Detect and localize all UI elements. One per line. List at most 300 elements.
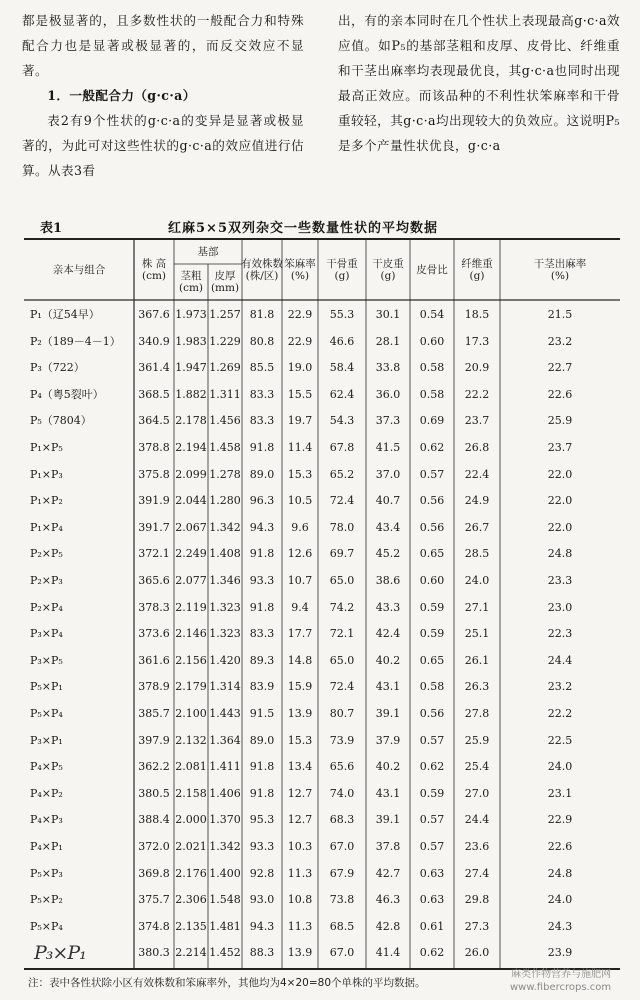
header-text: (g) — [380, 270, 396, 282]
header-stem — [174, 266, 208, 298]
header-parent — [24, 240, 134, 300]
table-cell: 22.0 — [547, 520, 573, 534]
table-cell: 67.0 — [329, 946, 355, 960]
row-label: P₅×P₄ — [30, 919, 63, 933]
table-cell: 397.9 — [138, 733, 170, 747]
table-cell: 2.067 — [175, 520, 207, 534]
table-cell: 22.5 — [547, 733, 573, 747]
paragraph: 1．一般配合力（g·c·a） — [47, 88, 196, 103]
table-cell: 2.044 — [175, 494, 207, 508]
table-cell: 55.3 — [329, 308, 355, 321]
table-cell: 10.8 — [287, 893, 313, 907]
table-cell: 15.5 — [287, 387, 313, 401]
table-cell: 0.58 — [419, 680, 445, 694]
table-cell: 13.4 — [287, 760, 313, 774]
table-cell: 2.132 — [175, 733, 207, 747]
table-cell: 95.3 — [249, 813, 275, 827]
header-ratio — [410, 240, 454, 300]
table-cell: 0.59 — [419, 786, 445, 800]
table-cell: 378.3 — [138, 600, 170, 614]
table-cell: 15.3 — [287, 467, 313, 481]
table-cell: 92.8 — [249, 866, 275, 880]
row-label: P₂×P₄ — [30, 600, 63, 614]
watermark — [510, 968, 611, 994]
table-cell: 25.9 — [547, 414, 573, 428]
header-plants — [242, 240, 282, 300]
table-cell: 40.2 — [375, 760, 401, 774]
table-cell: 2.158 — [175, 786, 207, 800]
table-cell: 1.458 — [209, 441, 241, 454]
table-cell: 24.8 — [547, 866, 573, 880]
table-cell: 58.4 — [329, 361, 355, 375]
table-cell: 1.408 — [209, 547, 241, 561]
table-cell: 12.7 — [287, 786, 313, 800]
table-cell: 80.8 — [249, 334, 275, 348]
row-label: P₂×P₅ — [30, 547, 63, 561]
table-cell: 11.3 — [287, 919, 313, 933]
table-cell: 1.257 — [209, 308, 241, 321]
table-cell: 72.1 — [329, 627, 355, 641]
table-cell: 0.65 — [419, 547, 445, 561]
table-cell: 378.8 — [138, 441, 170, 454]
table-cell: 375.7 — [138, 893, 170, 907]
table-cell: 40.7 — [375, 494, 401, 508]
table-cell: 373.6 — [138, 627, 170, 641]
row-label: P₅（7804） — [30, 414, 92, 428]
table-cell: 20.9 — [464, 361, 490, 375]
table-cell: 43.1 — [375, 786, 401, 800]
table-cell: 65.6 — [329, 760, 355, 774]
table-cell: 23.1 — [547, 786, 573, 800]
table-cell: 0.69 — [419, 414, 445, 428]
table-cell: 67.9 — [329, 866, 355, 880]
table-caption — [0, 215, 640, 237]
table-cell: 72.4 — [329, 494, 355, 508]
table-cell: 96.3 — [249, 494, 275, 508]
table-cell: 368.5 — [138, 387, 170, 401]
table-cell: 91.8 — [249, 786, 275, 800]
row-label: P₃×P₁ — [30, 733, 63, 747]
table-title: 红麻5×5双列杂交一些数量性状的平均数据 — [168, 221, 438, 236]
table-cell: 17.3 — [464, 334, 490, 348]
paragraph: 表2有9个性状的g·c·a的变异是显著或极显著的，为此可对这些性状的g·c·a的效应值进行估算。从表3看 — [22, 113, 304, 178]
table-cell: 0.56 — [419, 520, 445, 534]
table-cell: 361.6 — [138, 653, 170, 667]
header-text: (株/区) — [245, 270, 279, 282]
table-cell: 41.5 — [375, 441, 401, 454]
table-cell: 46.3 — [375, 893, 401, 907]
left-column — [22, 8, 304, 183]
table-note: 注：表中各性状除小区有效株数和笨麻率外，其他均为4×20=80个单株的平均数据。 — [28, 977, 426, 989]
table-cell: 67.8 — [329, 441, 355, 454]
table-cell: 0.61 — [419, 919, 445, 933]
table-cell: 91.8 — [249, 600, 275, 614]
row-label: P₂×P₃ — [30, 574, 63, 587]
table-cell: 80.7 — [329, 707, 355, 720]
table-cell: 28.5 — [464, 547, 490, 561]
table-cell: 73.8 — [329, 893, 355, 907]
table-cell: 67.0 — [329, 840, 355, 853]
table-cell: 0.58 — [419, 387, 445, 401]
table-cell: 26.0 — [464, 946, 490, 960]
intro-text — [22, 8, 622, 204]
paragraph: 出，有的亲本同时在几个性状上表现最高g·c·a效应值。如P₅的基部茎粗和皮厚、皮骨比、纤维重和干茎出麻率均表现最优良，其g·c·a也同时出现最高正效应。而该品种的不利性状笨麻率和干骨重较轻，其g·c·a均出现较大的负效应。这说明P₅是多个产量性状优良，g·c·a — [338, 13, 620, 153]
table-cell: 2.176 — [175, 866, 207, 880]
table-cell: 9.6 — [291, 520, 309, 534]
table-cell: 22.9 — [287, 308, 313, 321]
table-cell: 22.3 — [547, 627, 573, 641]
handwritten-label: P₃×P₁ — [34, 942, 86, 964]
row-label: P₄×P₁ — [30, 840, 63, 853]
header-text: 株 高 — [141, 258, 167, 270]
table-cell: 68.3 — [329, 813, 355, 827]
header-text: 基部 — [197, 246, 219, 258]
table-cell: 83.3 — [249, 387, 275, 401]
row-label: P₄×P₂ — [30, 786, 63, 800]
table-cell: 9.4 — [291, 600, 309, 614]
table-cell: 42.7 — [375, 866, 401, 880]
table-cell: 36.0 — [375, 387, 401, 401]
header-text: 干骨重 — [326, 258, 358, 270]
table-cell: 23.2 — [547, 680, 573, 694]
row-label: P₁×P₃ — [30, 467, 63, 481]
table-cell: 1.411 — [209, 760, 241, 774]
table-cell: 27.3 — [464, 919, 490, 933]
header-text: 笨麻率 — [284, 258, 316, 270]
table-cell: 22.7 — [547, 361, 573, 375]
table-cell: 0.60 — [419, 334, 445, 348]
paragraph: 都是极显著的，且多数性状的一般配合力和特殊配合力也是显著或极显著的，而反交效应不显著。 — [22, 13, 304, 78]
table-cell: 0.56 — [419, 707, 445, 720]
table-cell: 12.7 — [287, 813, 313, 827]
table-cell: 22.2 — [547, 707, 573, 720]
table-cell: 1.420 — [209, 653, 241, 667]
table-cell: 0.62 — [419, 441, 445, 454]
table-cell: 0.63 — [419, 866, 445, 880]
table-cell: 362.2 — [138, 760, 170, 774]
header-fiber — [454, 240, 500, 300]
table-cell: 22.9 — [287, 334, 313, 348]
table-cell: 69.7 — [329, 547, 355, 561]
table-cell: 37.9 — [375, 733, 401, 747]
header-text: 干皮重 — [372, 258, 404, 270]
row-label: P₅×P₂ — [30, 893, 63, 907]
watermark-line-1: 麻类作物营养与施肥网 — [511, 969, 612, 980]
table-cell: 378.9 — [138, 680, 170, 694]
table-cell: 22.6 — [547, 387, 573, 401]
table-cell: 0.59 — [419, 627, 445, 641]
table-cell: 93.3 — [249, 840, 275, 853]
row-label: P₃×P₄ — [30, 627, 63, 641]
header-text: 茎粗 — [180, 270, 202, 282]
table-cell: 372.1 — [138, 547, 170, 561]
table-cell: 391.9 — [138, 494, 170, 508]
watermark-line-2: www.fibercrops.com — [510, 982, 612, 993]
table-cell: 2.021 — [175, 840, 207, 853]
table-cell: 1.269 — [209, 361, 241, 375]
table-cell: 1.452 — [209, 946, 241, 960]
table-cell: 2.179 — [175, 680, 207, 694]
table-cell: 42.8 — [375, 919, 401, 933]
table-cell: 1.342 — [209, 520, 241, 534]
table-cell: 1.548 — [209, 893, 241, 907]
table-cell: 88.3 — [249, 946, 275, 960]
table-cell: 0.63 — [419, 893, 445, 907]
table-cell: 22.2 — [464, 387, 490, 401]
table-cell: 1.346 — [209, 574, 241, 587]
header-base_group — [174, 242, 242, 262]
table-cell: 10.3 — [287, 840, 313, 853]
table-cell: 0.57 — [419, 840, 445, 853]
table-cell: 22.0 — [547, 467, 573, 481]
table-cell: 18.5 — [464, 308, 490, 321]
table-cell: 27.8 — [464, 707, 490, 720]
table-cell: 91.8 — [249, 760, 275, 774]
table-cell: 43.1 — [375, 680, 401, 694]
table-cell: 361.4 — [138, 361, 170, 375]
table-cell: 27.1 — [464, 600, 490, 614]
table-cell: 1.882 — [175, 387, 207, 401]
table-cell: 24.3 — [547, 919, 573, 933]
table-cell: 1.973 — [175, 308, 207, 321]
table-cell: 1.229 — [209, 334, 241, 348]
table-cell: 74.2 — [329, 600, 355, 614]
header-text: 干茎出麻率 — [533, 258, 587, 270]
header-text: 纤维重 — [461, 258, 493, 270]
table-cell: 19.7 — [287, 414, 313, 428]
table-cell: 12.6 — [287, 547, 313, 561]
header-skin — [366, 240, 410, 300]
table-cell: 91.8 — [249, 547, 275, 561]
table-cell: 38.6 — [375, 574, 401, 587]
row-label: P₁×P₅ — [30, 441, 63, 454]
header-text: 皮厚 — [214, 270, 236, 282]
table-cell: 37.0 — [375, 467, 401, 481]
table-cell: 91.5 — [249, 707, 275, 720]
table-cell: 1.364 — [209, 733, 241, 747]
table-cell: 2.135 — [175, 919, 207, 933]
table-cell: 380.3 — [138, 946, 170, 960]
table-cell: 15.3 — [287, 733, 313, 747]
header-bone — [318, 240, 366, 300]
table-cell: 22.0 — [547, 494, 573, 508]
table-cell: 25.1 — [464, 627, 490, 641]
table-cell: 0.56 — [419, 494, 445, 508]
table-cell: 65.0 — [329, 574, 355, 587]
table-cell: 1.481 — [209, 919, 241, 933]
table-cell: 24.4 — [464, 813, 490, 827]
table-cell: 74.0 — [329, 786, 355, 800]
table-cell: 1.323 — [209, 600, 241, 614]
table-cell: 24.0 — [464, 574, 490, 587]
table-cell: 89.0 — [249, 467, 275, 481]
table-cell: 23.6 — [464, 840, 490, 853]
table-cell: 22.9 — [547, 813, 573, 827]
table-cell: 85.5 — [249, 361, 275, 375]
table-cell: 2.194 — [175, 441, 207, 454]
table-cell: 25.4 — [464, 760, 490, 774]
table-cell: 0.65 — [419, 653, 445, 667]
table-cell: 0.57 — [419, 813, 445, 827]
table-cell: 369.8 — [138, 866, 170, 880]
table-number: 表1 — [40, 221, 63, 236]
table-cell: 24.8 — [547, 547, 573, 561]
table-cell: 24.4 — [547, 653, 573, 667]
table-cell: 22.4 — [464, 467, 490, 481]
table-cell: 1.406 — [209, 786, 241, 800]
table-cell: 40.2 — [375, 653, 401, 667]
header-text: 亲本与组合 — [52, 264, 106, 276]
row-label: P₂（189－4－1） — [30, 334, 121, 348]
table-cell: 45.2 — [375, 547, 401, 561]
table-cell: 0.57 — [419, 467, 445, 481]
header-text: (%) — [290, 270, 310, 282]
table-cell: 0.57 — [419, 733, 445, 747]
table-cell: 1.314 — [209, 680, 241, 694]
table-cell: 89.3 — [249, 653, 275, 667]
table-cell: 2.156 — [175, 653, 207, 667]
table-cell: 367.6 — [138, 308, 170, 321]
table-cell: 65.2 — [329, 467, 355, 481]
table-cell: 27.4 — [464, 866, 490, 880]
table-cell: 33.8 — [375, 361, 401, 375]
table-cell: 93.0 — [249, 893, 275, 907]
table-cell: 23.9 — [547, 946, 573, 960]
row-label: P₁×P₂ — [30, 494, 63, 508]
table-cell: 0.60 — [419, 574, 445, 587]
header-text: 有效株数 — [241, 258, 283, 270]
table-cell: 15.9 — [287, 680, 313, 694]
table-cell: 23.7 — [464, 414, 490, 428]
table-cell: 372.0 — [138, 840, 170, 853]
table-cell: 2.081 — [175, 760, 207, 774]
table-cell: 21.5 — [547, 308, 573, 321]
table-cell: 11.3 — [287, 866, 313, 880]
table-cell: 23.2 — [547, 334, 573, 348]
header-bark — [208, 266, 242, 298]
header-text: (cm) — [178, 282, 204, 294]
table-cell: 83.3 — [249, 627, 275, 641]
table-cell: 13.9 — [287, 707, 313, 720]
table-cell: 1.947 — [175, 361, 207, 375]
table-cell: 2.100 — [175, 707, 207, 720]
table-cell: 37.3 — [375, 414, 401, 428]
table-cell: 24.0 — [547, 760, 573, 774]
table-cell: 83.9 — [249, 680, 275, 694]
table-cell: 23.3 — [547, 574, 573, 587]
row-label: P₅×P₁ — [30, 680, 63, 694]
table-cell: 65.0 — [329, 653, 355, 667]
table-cell: 1.278 — [209, 467, 241, 481]
table-cell: 2.119 — [175, 600, 207, 614]
table-cell: 26.8 — [464, 441, 490, 454]
table-cell: 365.6 — [138, 574, 170, 587]
table-cell: 391.7 — [138, 520, 170, 534]
table-cell: 73.9 — [329, 733, 355, 747]
table-cell: 374.8 — [138, 919, 170, 933]
table-cell: 22.6 — [547, 840, 573, 853]
table-cell: 39.1 — [375, 813, 401, 827]
row-label: P₃（722） — [30, 361, 85, 375]
header-text: (cm) — [141, 270, 167, 282]
table-cell: 2.214 — [175, 946, 207, 960]
table-cell: 19.0 — [287, 361, 313, 375]
header-height — [134, 240, 174, 300]
table-cell: 11.4 — [287, 441, 313, 454]
table-cell: 41.4 — [375, 946, 401, 960]
table-cell: 25.9 — [464, 733, 490, 747]
table-cell: 1.342 — [209, 840, 241, 853]
table-cell: 17.7 — [287, 627, 313, 641]
table-cell: 0.58 — [419, 361, 445, 375]
table-cell: 1.323 — [209, 627, 241, 641]
header-text: 皮骨比 — [416, 264, 448, 276]
table-cell: 30.1 — [375, 308, 401, 321]
table-cell: 26.7 — [464, 520, 490, 534]
table-cell: 91.8 — [249, 441, 275, 454]
right-column — [338, 8, 620, 158]
table-cell: 28.1 — [375, 334, 401, 348]
table-cell: 0.62 — [419, 946, 445, 960]
row-label: P₁（辽54早） — [30, 308, 100, 321]
table-cell: 2.178 — [175, 414, 207, 428]
table-cell: 14.8 — [287, 653, 313, 667]
header-text: (g) — [469, 270, 485, 282]
table-cell: 29.8 — [464, 893, 490, 907]
table-cell: 62.4 — [329, 387, 355, 401]
row-label: P₄×P₅ — [30, 760, 63, 774]
table-cell: 43.3 — [375, 600, 401, 614]
table-cell: 43.4 — [375, 520, 401, 534]
table-cell: 2.249 — [175, 547, 207, 561]
table-cell: 0.59 — [419, 600, 445, 614]
table-cell: 1.443 — [209, 707, 241, 720]
header-stupid — [282, 240, 318, 300]
row-label: P₅×P₃ — [30, 866, 63, 880]
table-cell: 83.3 — [249, 414, 275, 428]
table-cell: 380.5 — [138, 786, 170, 800]
table-cell: 81.8 — [249, 308, 275, 321]
table-cell: 388.4 — [138, 813, 170, 827]
table-cell: 2.077 — [175, 574, 207, 587]
table-cell: 46.6 — [329, 334, 355, 348]
table-cell: 94.3 — [249, 520, 275, 534]
table-cell: 1.280 — [209, 494, 241, 508]
table-cell: 39.1 — [375, 707, 401, 720]
data-table — [24, 238, 620, 970]
table-cell: 93.3 — [249, 574, 275, 587]
table-cell: 89.0 — [249, 733, 275, 747]
row-label: P₄×P₃ — [30, 813, 63, 827]
table-cell: 340.9 — [138, 334, 170, 348]
table-cell: 26.1 — [464, 653, 490, 667]
table-cell: 24.0 — [547, 893, 573, 907]
row-label: P₄（粤5裂叶） — [30, 387, 104, 401]
header-text: (g) — [334, 270, 350, 282]
table-cell: 364.5 — [138, 414, 170, 428]
row-label: P₁×P₄ — [30, 520, 63, 534]
table-cell: 68.5 — [329, 919, 355, 933]
table-cell: 23.7 — [547, 441, 573, 454]
table-cell: 385.7 — [138, 707, 170, 720]
table-cell: 37.8 — [375, 840, 401, 853]
row-label: P₃×P₅ — [30, 653, 63, 667]
table-cell: 42.4 — [375, 627, 401, 641]
table-cell: 1.456 — [209, 414, 241, 428]
row-label: P₅×P₄ — [30, 707, 63, 720]
table-cell: 1.983 — [175, 334, 207, 348]
table-cell: 26.3 — [464, 680, 490, 694]
